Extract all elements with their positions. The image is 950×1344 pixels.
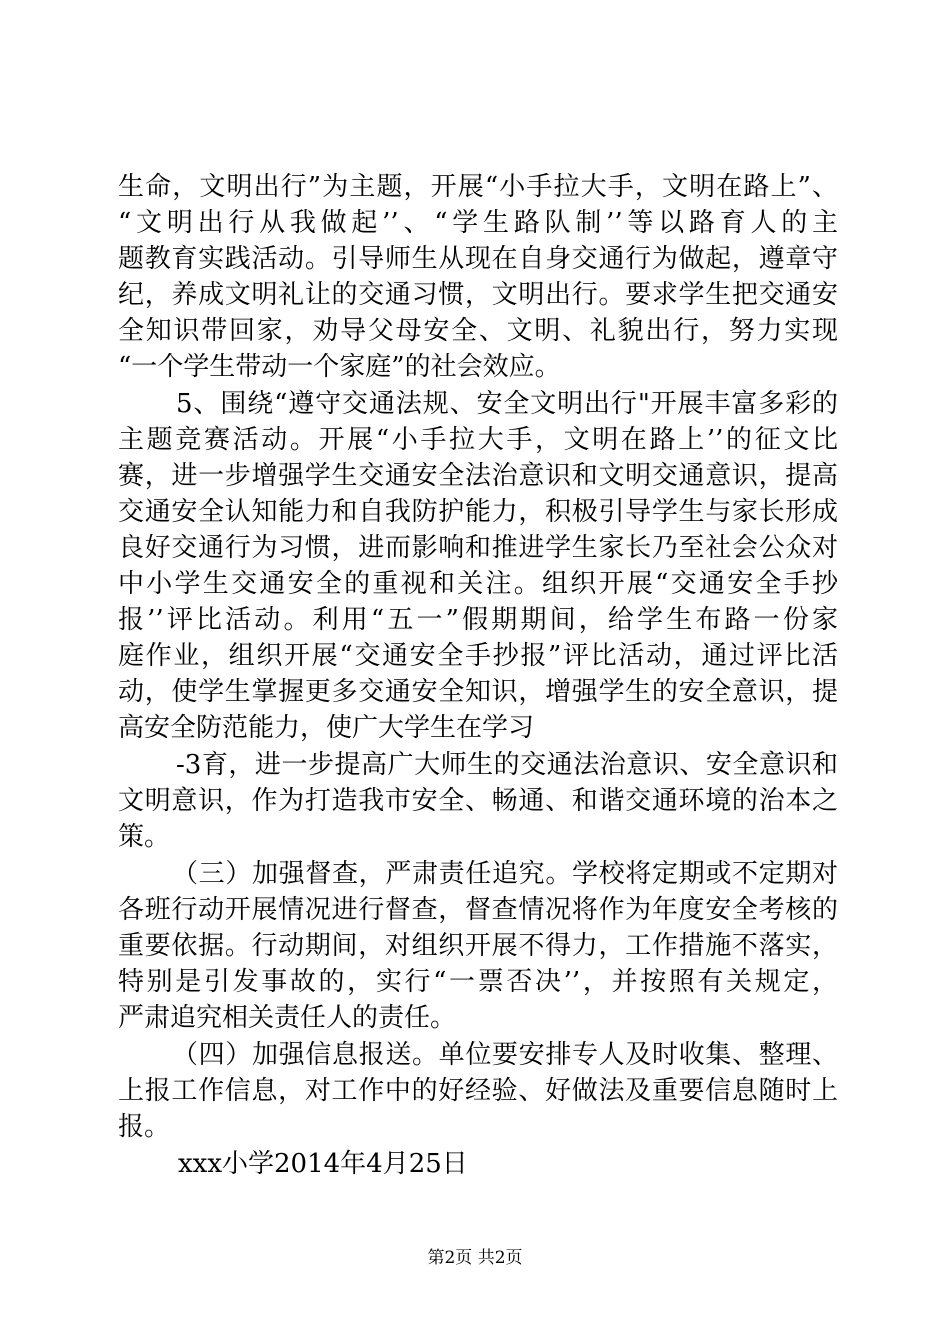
body-text-line: 各班行动开展情况进行督查，督查情况将作为年度安全考核的 [118,895,838,925]
body-text-line: 策。 [118,822,171,852]
body-text-line: 重要依据。行动期间，对组织开展不得力，工作措施不落实， [118,931,838,961]
body-text-line: 纪，养成文明礼让的交通习惯，文明出行。要求学生把交通安 [118,280,838,310]
section-heading-line: （四）加强信息报送。单位要安排专人及时收集、整理、 [172,1040,838,1070]
body-text-line: “文明出行从我做起’’、“学生路队制’’等以路育人的主 [118,208,838,238]
body-text-line: 高安全防范能力，使广大学生在学习 [118,713,535,743]
body-text-line: 报。 [118,1112,171,1142]
paragraph-start-line: -3育，进一步提高广大师生的交通法治意识、安全意识和 [176,750,838,780]
body-text-line: 主题竞赛活动。开展“小手拉大手，文明在路上’’的征文比 [118,425,838,455]
body-text-line: “一个学生带动一个家庭”的社会效应。 [118,352,561,382]
body-text-line: 交通安全认知能力和自我防护能力，积极引导学生与家长形成 [118,497,838,527]
body-text-line: 赛，进一步增强学生交通安全法治意识和文明交通意识，提高 [118,461,838,491]
body-text-line: 全知识带回家，劝导父母安全、文明、礼貌出行，努力实现 [118,316,838,346]
page-number-footer: 第2页 共2页 [427,1248,523,1268]
body-text-line: 严肃追究相关责任人的责任。 [118,1003,457,1033]
body-text-line: 生命，文明出行”为主题，开展“小手拉大手，文明在路上”、 [118,172,838,202]
section-heading-line: （三）加强督查，严肃责任追究。学校将定期或不定期对 [172,859,838,889]
body-text-line: 上报工作信息，对工作中的好经验、好做法及重要信息随时上 [118,1076,838,1106]
paragraph-start-line: 5、围绕“遵守交通法规、安全文明出行"开展丰富多彩的 [176,389,838,419]
body-text-line: 题教育实践活动。引导师生从现在自身交通行为做起，遵章守 [118,244,838,274]
body-text-line: 特别是引发事故的，实行“一票否决’’，并按照有关规定， [118,967,838,997]
body-text-line: 中小学生交通安全的重视和关注。组织开展“交通安全手抄 [118,569,838,599]
body-text-line: 良好交通行为习惯，进而影响和推进学生家长乃至社会公众对 [118,533,838,563]
body-text-line: 报’’评比活动。利用“五一”假期期间，给学生布路一份家 [118,605,838,635]
signature-date-line: xxx小学2014年4月25日 [178,1149,468,1179]
body-text-line: 庭作业，组织开展“交通安全手抄报”评比活动，通过评比活 [118,641,838,671]
body-text-line: 文明意识，作为打造我市安全、畅通、和谐交通环境的治本之 [118,786,838,816]
body-text-line: 动，使学生掌握更多交通安全知识，增强学生的安全意识，提 [118,677,838,707]
